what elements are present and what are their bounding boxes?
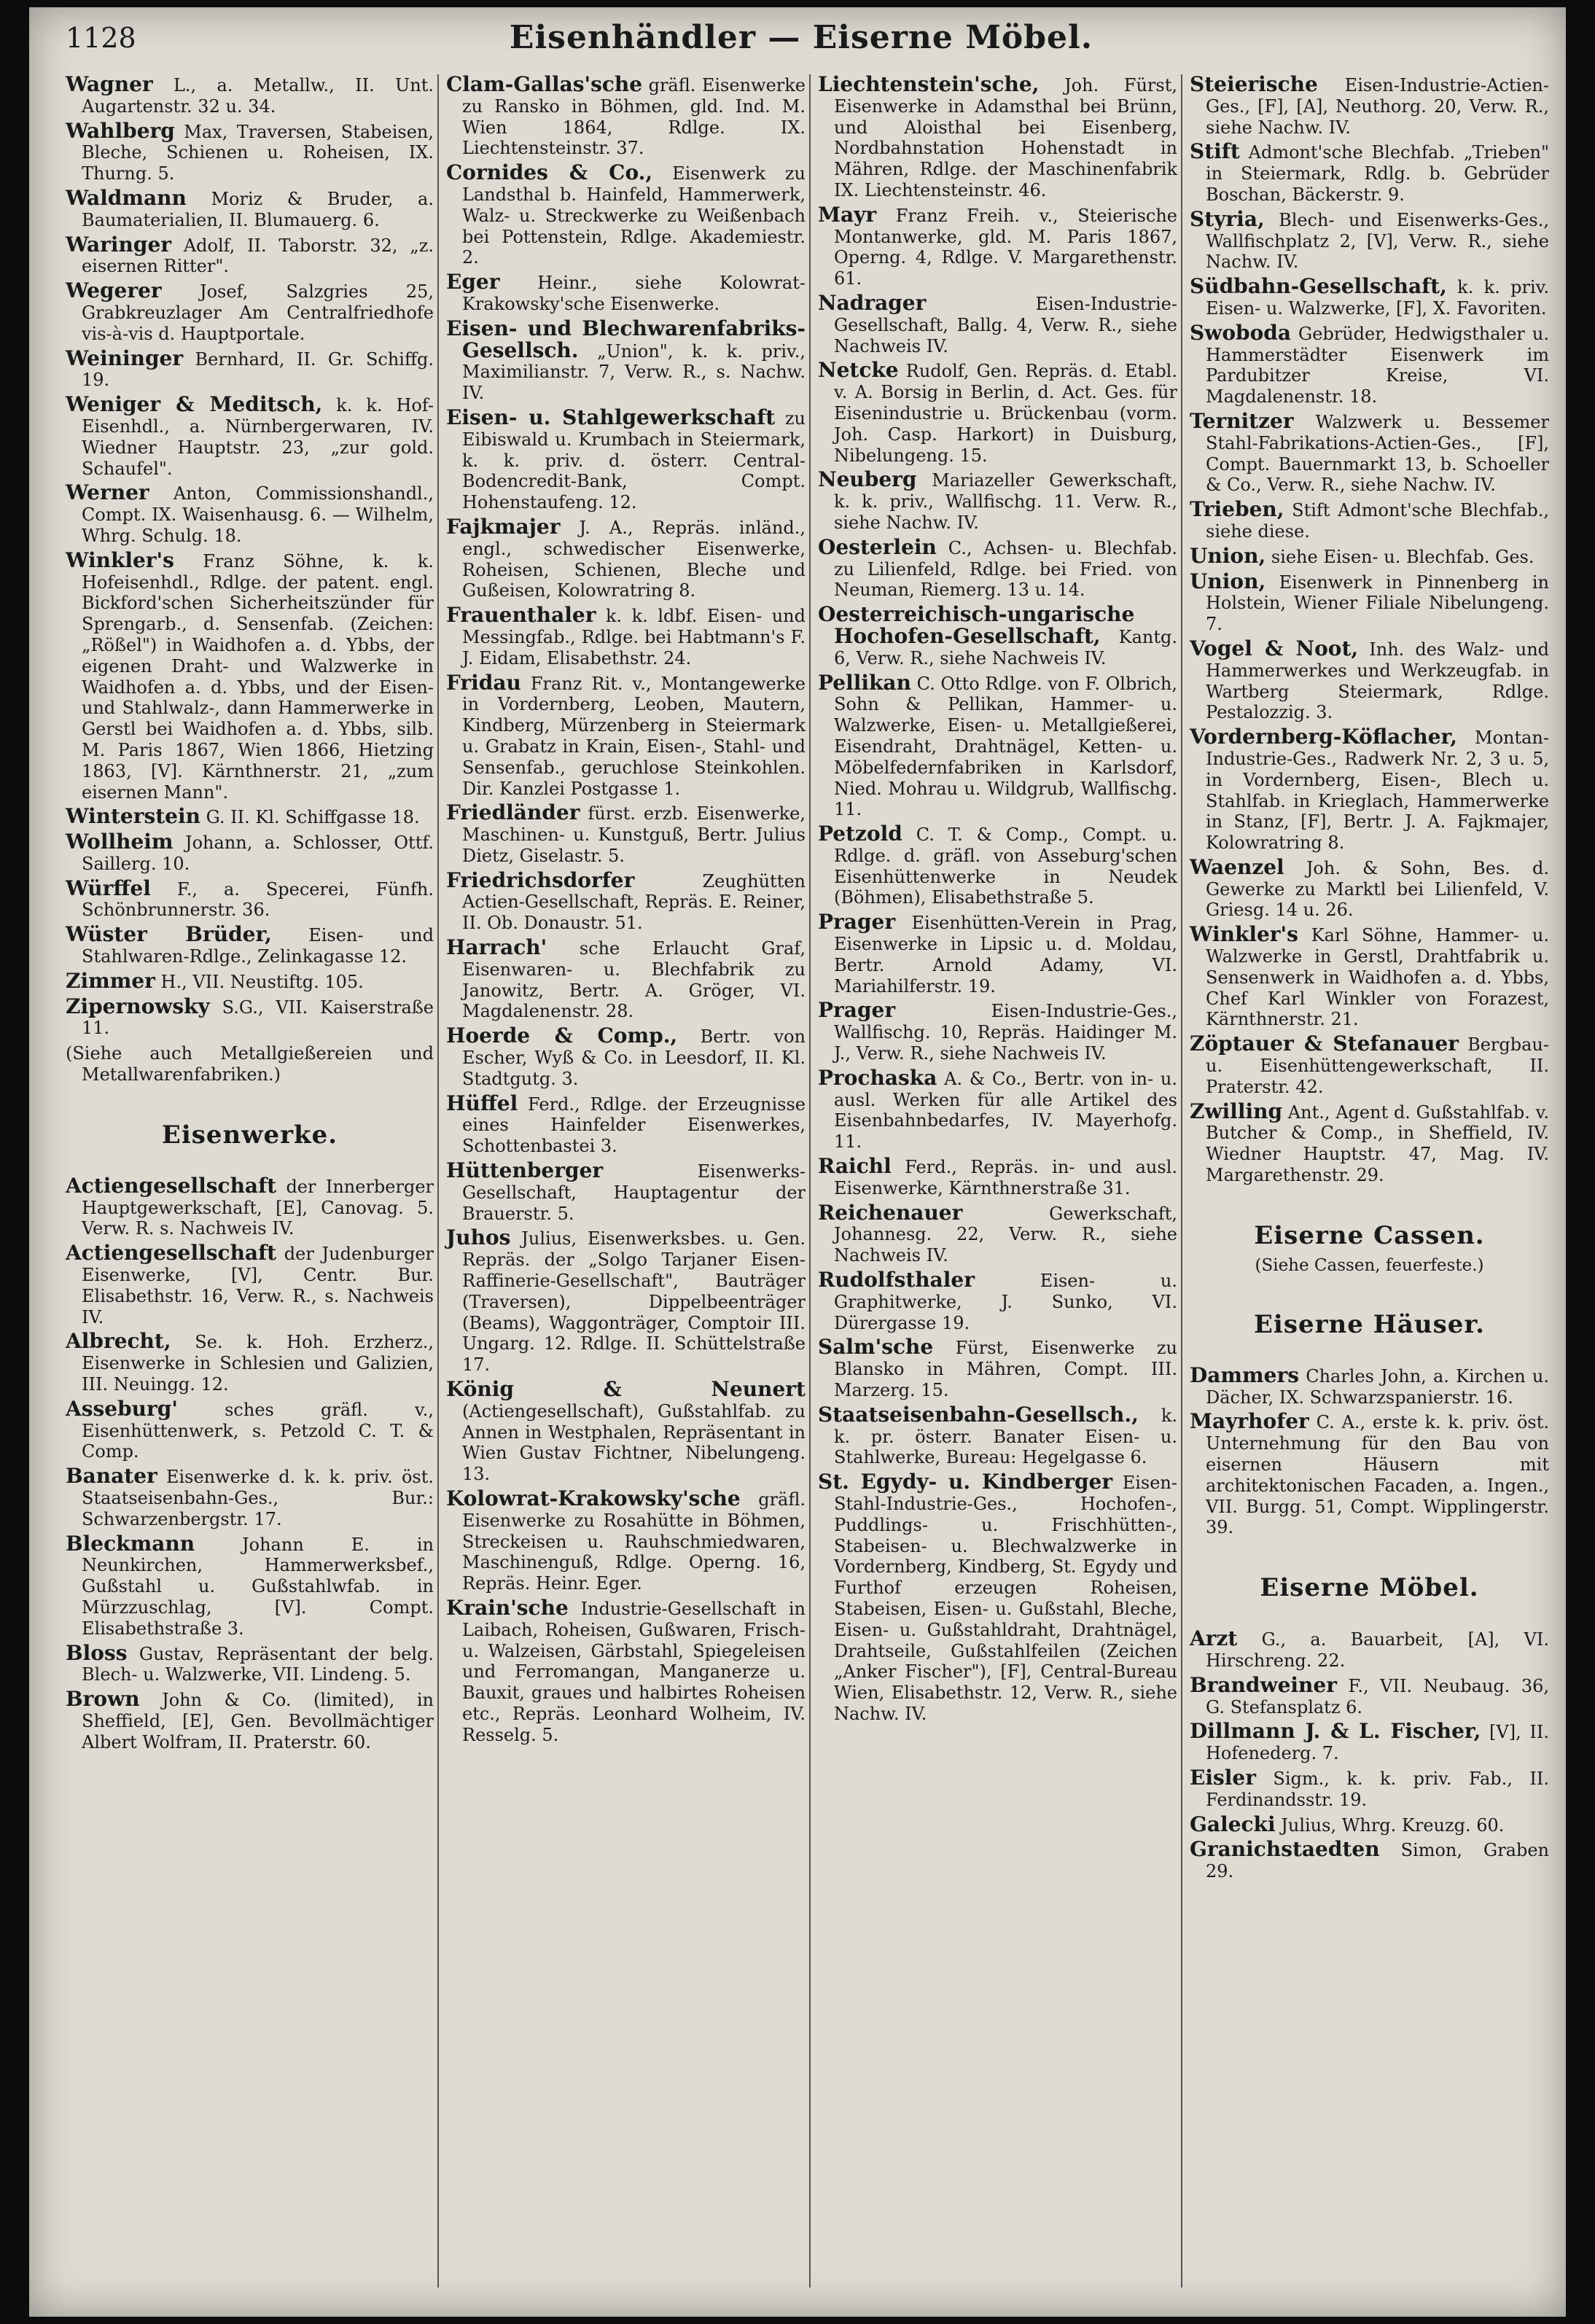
entry-name: Rudolfsthaler bbox=[818, 1268, 975, 1292]
directory-entry bbox=[446, 1595, 806, 1746]
entry-name: Waenzel bbox=[1190, 854, 1284, 879]
entry-name: Asseburg' bbox=[66, 1396, 178, 1421]
entry-name: König & Neunert bbox=[446, 1377, 806, 1402]
entry-text: Adolf, II. Taborstr. 32, „z. eisernen Ritter". bbox=[82, 235, 434, 277]
entry-name: Raichl bbox=[818, 1154, 892, 1179]
entry-text: Fürst, Eisenwerke zu Blansko in Mähren, Compt. III. Marzerg. 15. bbox=[834, 1338, 1177, 1401]
entry-text: Inh. des Walz- und Hammerwerkes und Werkzeugfab. in Wartberg Steiermark, Rdlge. Pestalozzig. 3. bbox=[1206, 639, 1550, 723]
directory-entry bbox=[818, 1402, 1177, 1468]
directory-entry bbox=[66, 1331, 434, 1395]
entry-text: Blech- und Eisenwerks-Ges., Wallfischplatz 2, [V], Verw. R., siehe Nachw. IV. bbox=[1206, 209, 1549, 273]
entry-name: Weniger & Meditsch, bbox=[66, 392, 323, 417]
entry-text: Franz Rit. v., Montangewerke in Vordernberg, Leoben, Mautern, Kindberg, Mürzenberg in Steiermark u. Grabatz in Krain, Eisen-, Stahl- und Sensenfab., geruchlose Steinkohlen. Dir. Kanzlei Postgasse 1. bbox=[462, 673, 806, 799]
directory-entry bbox=[446, 74, 806, 159]
entry-name: Oesterlein bbox=[818, 534, 937, 559]
directory-entry bbox=[446, 1023, 806, 1089]
entry-name: Albrecht, bbox=[66, 1329, 171, 1354]
running-head: Eisenhändler — Eiserne Möbel. bbox=[509, 19, 1093, 56]
entry-text: k. k. priv. Eisen- u. Walzwerke, [F], X. Favoriten. bbox=[1206, 277, 1549, 319]
directory-entry bbox=[1190, 1362, 1549, 1408]
entry-name: Galecki bbox=[1190, 1812, 1276, 1836]
directory-entry bbox=[818, 912, 1177, 997]
directory-entry bbox=[818, 670, 1177, 821]
entry-text: C., Achsen- u. Blechfab. zu Lilienfeld, Rdlge. bei Fried. von Neuman, Riemerg. 13 u. 14. bbox=[834, 537, 1177, 601]
directory-entry bbox=[818, 202, 1177, 289]
entry-text: C. A., erste k. k. priv. öst. Unternehmung für den Bau von eisernen Häusern mit architektonischen Facaden, a. Ingen., VII. Burgg. 51, Compt. Wipplingerstr. 39. bbox=[1206, 1412, 1549, 1538]
directory-entry bbox=[66, 480, 434, 546]
page-header bbox=[66, 16, 1537, 60]
directory-entry bbox=[1190, 74, 1549, 138]
entry-text: Kantg. 6, Verw. R., siehe Nachweis IV. bbox=[834, 626, 1177, 668]
entry-text: siehe Eisen- u. Blechfab. Ges. bbox=[1271, 546, 1534, 567]
entry-name: Steierische bbox=[1190, 72, 1318, 96]
entry-name: Dillmann J. & L. Fischer, bbox=[1190, 1719, 1481, 1744]
directory-entry bbox=[66, 924, 434, 967]
directory-entry bbox=[1190, 854, 1549, 921]
entry-text: Josef, Salzgries 25, Grabkreuzlager Am Centralfriedhofe vis-à-vis d. Hauptportale. bbox=[82, 281, 434, 344]
entry-text: Joh. Fürst, Eisenwerke in Adamsthal bei Brünn, und Aloisthal bei Eisenberg, Nordbahnstation Hohenstadt in Mähren, Rdlge. der Maschinenfabrik IX. Liechtensteinstr. 46. bbox=[834, 75, 1177, 200]
entry-name: Brandweiner bbox=[1190, 1672, 1337, 1697]
directory-entry bbox=[446, 605, 806, 668]
entry-text: Rudolf, Gen. Repräs. d. Etabl. v. A. Borsig in Berlin, d. Act. Ges. für Eisenindustrie u. Brückenbau (vorm. Joh. Casp. Harkort) in Duisburg, Nibelungeng. 15. bbox=[834, 361, 1177, 466]
directory-entry bbox=[446, 405, 806, 513]
entry-name: Actiengesellschaft bbox=[66, 1173, 277, 1198]
entry-text: Walzwerk u. Bessemer Stahl-Fabrikations-Actien-Ges., [F], Compt. Bauernmarkt 13, b. Schoeller & Co., Verw. R., siehe Nachw. IV. bbox=[1206, 411, 1549, 496]
entry-text: Stift Admont'sche Blechfab., siehe diese. bbox=[1206, 500, 1549, 542]
directory-entry bbox=[818, 360, 1177, 466]
entry-text: A. & Co., Bertr. von in- u. ausl. Werken für alle Artikel des Eisenbahnbedarfes, IV. Mayerhofg. 11. bbox=[834, 1068, 1177, 1153]
directory-entry bbox=[818, 824, 1177, 908]
entry-name: Neuberg bbox=[818, 467, 917, 492]
directory-entry bbox=[1190, 499, 1549, 542]
entry-text: k. k. pr. österr. Banater Eisen- u. Stahlwerke, Bureau: Hegelgasse 6. bbox=[834, 1405, 1177, 1468]
entry-name: Arzt bbox=[1190, 1626, 1238, 1651]
directory-entry bbox=[818, 1000, 1177, 1064]
directory-entry bbox=[1190, 727, 1549, 854]
entry-text: k. k. Hof-Eisenhdl., a. Nürnbergerwaren, IV. Wiedner Hauptstr. 23, „zur gold. Schaufel". bbox=[82, 395, 434, 479]
entry-text: John & Co. (limited), in Sheffield, [E], Gen. Bevollmächtiger Albert Wolfram, II. Praterstr. 60. bbox=[82, 1690, 434, 1752]
entry-text: Joh. & Sohn, Bes. d. Gewerke zu Marktl bei Lilienfeld, V. Griesg. 14 u. 26. bbox=[1206, 857, 1549, 921]
entry-text: Franz Freih. v., Steierische Montanwerke, gld. M. Paris 1867, Operng. 4, Rdlge. V. Margarethenstr. 61. bbox=[834, 205, 1177, 289]
column-4 bbox=[1181, 74, 1549, 2288]
entry-name: Wegerer bbox=[66, 278, 162, 303]
directory-entry bbox=[818, 1200, 1177, 1266]
entry-name: Liechtenstein'sche, bbox=[818, 72, 1040, 96]
entry-text: „Union", k. k. priv., Maximilianstr. 7, Verw. R., s. Nachw. IV. bbox=[462, 340, 806, 404]
entry-name: Styria, bbox=[1190, 206, 1265, 231]
directory-entry bbox=[1190, 1839, 1549, 1882]
entry-name: St. Egydy- u. Kindberger bbox=[818, 1470, 1113, 1494]
entry-text: der Innerberger Hauptgewerkschaft, [E], Canovag. 5. Verw. R. s. Nachweis IV. bbox=[82, 1176, 434, 1239]
entry-name: Prager bbox=[818, 910, 896, 935]
entry-name: Brown bbox=[66, 1687, 140, 1712]
entry-text: C. T. & Comp., Compt. u. Rdlge. d. gräfl. von Asseburg'schen Eisenhüttenwerke in Neudek (Böhmen), Elisabethstraße 5. bbox=[834, 824, 1177, 908]
entry-name: Harrach' bbox=[446, 935, 547, 960]
entry-text: Moriz & Bruder, a. Baumaterialien, II. Blumauerg. 6. bbox=[82, 188, 434, 230]
directory-entry bbox=[818, 534, 1177, 601]
directory-entry bbox=[1190, 1411, 1549, 1538]
entry-text: Johann E. in Neunkirchen, Hammerwerksbef., Gußstahl u. Gußstahlwfab. in Mürzzuschlag, [V]. Compt. Elisabethstraße 3. bbox=[82, 1534, 434, 1639]
entry-text: Eisen-Industrie-Gesellschaft, Ballg. 4, Verw. R., siehe Nachweis IV. bbox=[834, 293, 1177, 356]
entry-text: Heinr., siehe Kolowrat-Krakowsky'sche Eisenwerke. bbox=[462, 273, 806, 314]
entry-text: Eisen-Industrie-Actien-Ges., [F], [A], Neuthorg. 20, Verw. R., siehe Nachw. IV. bbox=[1206, 75, 1549, 138]
entry-name: Bleckmann bbox=[66, 1531, 195, 1556]
entry-name: Eger bbox=[446, 270, 500, 295]
directory-entry bbox=[66, 118, 434, 184]
directory-entry bbox=[818, 74, 1177, 201]
directory-entry bbox=[66, 185, 434, 231]
directory-entry bbox=[446, 1486, 806, 1594]
entry-text: Anton, Commissionshandl., Compt. IX. Waisenhausg. 6. — Wilhelm, Whrg. Schulg. 18. bbox=[82, 483, 434, 546]
entry-name: Hüttenberger bbox=[446, 1158, 604, 1183]
entry-name: Netcke bbox=[818, 358, 899, 383]
section-heading: Eiserne Häuser. bbox=[1254, 1309, 1485, 1339]
directory-entry bbox=[66, 1396, 434, 1462]
directory-entry bbox=[1190, 1721, 1549, 1764]
entry-name: Cornides & Co., bbox=[446, 160, 653, 185]
entry-name: Südbahn-Gesellschaft, bbox=[1190, 274, 1447, 299]
entry-name: Wahlberg bbox=[66, 118, 175, 143]
entry-text: Franz Söhne, k. k. Hofeisenhdl., Rdlge. der patent. engl. Bickford'schen Sicherheitszünder für Sprengarb., d. Sensenfab. (Zeichen: „Rößel") in Waidhofen a. d. Ybbs, der eigenen Draht- und Walzwerke in Waidhofen a. d. Ybbs, und der Eisen- und Stahlwalz-, dann Hammerwerke in Gerstl bei Waidhofen a. d. Ybbs, silb. M. Paris 1867, Wien 1866, Hietzing 1863, [V]. Kärnthnerstr. 21, „zum eisernen Mann". bbox=[82, 550, 434, 803]
entry-text: Montan-Industrie-Ges., Radwerk Nr. 2, 3 u. 5, in Vordernberg, Eisen-, Blech u. Stahlfab. in Krieglach, Hammerwerke in Stanz, [F], Bertr. J. A. Fajkmajer, Kolowratring 8. bbox=[1206, 728, 1549, 854]
directory-entry bbox=[66, 74, 434, 117]
directory-entry bbox=[446, 514, 806, 601]
entry-name: Eisen- und Blechwarenfabriks-Gesellsch. bbox=[446, 316, 806, 362]
directory-entry bbox=[66, 394, 434, 479]
entry-text: Zeughütten Actien-Gesellschaft, Repräs. E. Reiner, II. Ob. Donaustr. 51. bbox=[462, 870, 806, 934]
entry-text: gräfl. Eisenwerke zu Ransko in Böhmen, gld. Ind. M. Wien 1864, Rdlge. IX. Liechtensteinstr. 37. bbox=[462, 75, 806, 159]
entry-name: Waringer bbox=[66, 232, 172, 257]
directory-entry bbox=[66, 1640, 434, 1686]
section-note: (Siehe Cassen, feuerfeste.) bbox=[1255, 1255, 1484, 1275]
directory-page bbox=[29, 7, 1566, 2317]
entry-name: Pellikan bbox=[818, 670, 911, 695]
entry-text: Karl Söhne, Hammer- u. Walzwerke in Gerstl, Drahtfabrik u. Sensenwerk in Waidhofen a. d. Ybbs, Chef Karl Winkler von Forazest, Kärnthnerstr. 21. bbox=[1206, 925, 1549, 1030]
entry-text: Eisenwerke d. k. k. priv. öst. Staatseisenbahn-Ges., Bur.: Schwarzenbergstr. 17. bbox=[82, 1467, 434, 1529]
column-1 bbox=[66, 74, 434, 2288]
entry-text: Eisenwerks-Gesellschaft, Hauptagentur der Brauerstr. 5. bbox=[462, 1161, 806, 1224]
entry-text: Julius, Eisenwerksbes. u. Gen. Repräs. der „Solgo Tarjaner Eisen-Raffinerie-Gesellschaft", Bauträger (Traversen), Dippelbeenträger (Beams), Waggonträger, Comptoir III. Ungarg. 12. Rdlge. II. Schüttelstraße 17. bbox=[462, 1228, 806, 1376]
entry-text: [V], II. Hofenederg. 7. bbox=[1206, 1722, 1549, 1764]
entry-name: Eisler bbox=[1190, 1766, 1256, 1790]
entry-name: Reichenauer bbox=[818, 1200, 963, 1225]
entry-name: Juhos bbox=[446, 1225, 511, 1250]
entry-name: Prochaska bbox=[818, 1065, 937, 1090]
entry-text: Ferd., Repräs. in- und ausl. Eisenwerke, Kärnthnerstraße 31. bbox=[834, 1157, 1178, 1198]
directory-entry bbox=[818, 1472, 1177, 1725]
entry-name: Actiengesellschaft bbox=[66, 1241, 277, 1266]
entry-text: Eisen- und Stahlwaren-Rdlge., Zelinkagasse 12. bbox=[82, 925, 434, 967]
directory-entry bbox=[1190, 543, 1549, 568]
directory-entry bbox=[446, 1093, 806, 1157]
directory-entry bbox=[1190, 276, 1549, 319]
entry-text: Admont'sche Blechfab. „Trieben" in Steiermark, Rdlg. b. Gebrüder Boschan, Bäckerstr. 9. bbox=[1206, 142, 1549, 205]
entry-text: Bernhard, II. Gr. Schiffg. 19. bbox=[82, 348, 434, 391]
directory-entry bbox=[1190, 636, 1550, 723]
directory-entry bbox=[66, 1531, 434, 1639]
entry-name: Mayrhofer bbox=[1190, 1409, 1309, 1434]
directory-entry bbox=[1190, 1034, 1549, 1097]
section-heading: Eiserne Möbel. bbox=[1260, 1573, 1479, 1603]
entry-text: Gebrüder, Hedwigsthaler u. Hammerstädter Eisenwerk im Pardubitzer Kreise, VI. Magdalenenstr. 18. bbox=[1206, 323, 1549, 408]
entry-name: Prager bbox=[818, 998, 896, 1023]
entry-name: Ternitzer bbox=[1190, 408, 1294, 433]
entry-name: Oesterreichisch-ungarische Hochofen-Gesellschaft, bbox=[818, 602, 1135, 648]
entry-name: Wollheim bbox=[66, 830, 173, 854]
directory-entry bbox=[446, 800, 806, 866]
entry-text: Industrie-Gesellschaft in Laibach, Roheisen, Gußwaren, Frisch- u. Walzeisen, Gärbstahl, Spiegeleisen und Ferromangan, Manganerze u. Bauxit, graues und halbirtes Roheisen etc., Repräs. Leonhard Wolheim, IV. Resselg. 5. bbox=[462, 1598, 806, 1745]
entry-name: Wagner bbox=[66, 72, 153, 96]
entry-text: Johann, a. Schlosser, Ottf. Saillerg. 10. bbox=[82, 832, 434, 874]
entry-name: Fridau bbox=[446, 670, 521, 695]
directory-entry bbox=[446, 1225, 806, 1376]
directory-entry bbox=[446, 1158, 806, 1224]
entry-text: Mariazeller Gewerkschaft, k. k. priv., Wallfischg. 11. Verw. R., siehe Nachw. IV. bbox=[834, 470, 1177, 533]
directory-entry bbox=[446, 1379, 806, 1485]
entry-name: Staatseisenbahn-Gesellsch., bbox=[818, 1402, 1139, 1427]
entry-name: Zöptauer & Stefanauer bbox=[1190, 1032, 1459, 1056]
directory-entry bbox=[66, 832, 434, 875]
directory-entry bbox=[66, 806, 434, 828]
entry-text: F., a. Specerei, Fünfh. Schönbrunnerstr. 36. bbox=[82, 878, 434, 921]
entry-text: (Siehe auch Metallgießereien und Metallwarenfabriken.) bbox=[66, 1043, 434, 1085]
entry-name: Vogel & Noot, bbox=[1190, 636, 1359, 660]
directory-entry bbox=[66, 994, 434, 1040]
entry-text: Eisen-Stahl-Industrie-Ges., Hochofen-, Puddlings- u. Frischhütten-, Stabeisen- u. Blechwalzwerke in Vordernberg, Kindberg, St. Egydy und Furthof erzeugen Roheisen, Stabeisen, Eisen- u. Gußstahl, Bleche, Eisen- u. Gußstahldraht, Drahtnägel, Drahtseile, Gußstahlfeilen (Zeichen „Anker Fischer"), [F], Central-Bureau Wien, Elisabethstr. 12, Verw. R., siehe Nachw. IV. bbox=[834, 1473, 1177, 1724]
directory-entry bbox=[66, 1173, 434, 1239]
entry-name: Union, bbox=[1190, 543, 1266, 568]
directory-entry bbox=[1190, 1101, 1549, 1186]
entry-name: Friedländer bbox=[446, 800, 580, 825]
entry-text: Gewerkschaft, Johannesg. 22, Verw. R., siehe Nachweis IV. bbox=[834, 1203, 1177, 1266]
directory-entry bbox=[446, 272, 806, 315]
page-number: 1128 bbox=[66, 22, 136, 54]
directory-entry bbox=[1190, 1672, 1549, 1718]
directory-entry bbox=[1190, 320, 1549, 408]
entry-name: Hoerde & Comp., bbox=[446, 1023, 678, 1048]
entry-text: Bertr. von Escher, Wyß & Co. in Leesdorf, II. Kl. Stadtgutg. 3. bbox=[462, 1026, 806, 1089]
directory-entry bbox=[66, 547, 434, 803]
entry-name: Zimmer bbox=[66, 968, 155, 993]
entry-name: Frauenthaler bbox=[446, 603, 596, 628]
entry-name: Kolowrat-Krakowsky'sche bbox=[446, 1486, 741, 1510]
directory-entry bbox=[446, 867, 806, 934]
entry-name: Weininger bbox=[66, 346, 184, 370]
directory-entry bbox=[818, 1270, 1177, 1333]
entry-text: Eisen- u. Graphitwerke, J. Sunko, VI. Dürergasse 19. bbox=[834, 1271, 1177, 1333]
entry-text: Eisenwerk in Pinnenberg in Holstein, Wiener Filiale Nibelungeng. 7. bbox=[1206, 572, 1549, 635]
directory-entry bbox=[1190, 1626, 1549, 1672]
directory-entry bbox=[818, 290, 1177, 356]
entry-text: S.G., VII. Kaiserstraße 11. bbox=[82, 997, 434, 1039]
entry-name: Petzold bbox=[818, 822, 902, 846]
entry-text: Gustav, Repräsentant der belg. Blech- u. Walzwerke, VII. Lindeng. 5. bbox=[82, 1643, 434, 1685]
entry-text: fürst. erzb. Eisenwerke, Maschinen- u. Kunstguß, Bertr. Julius Dietz, Giselastr. 5. bbox=[462, 803, 806, 866]
entry-text: sche Erlaucht Graf, Eisenwaren- u. Blechfabrik zu Janowitz, Bertr. A. Gröger, VI. Magdalenenstr. 28. bbox=[462, 938, 806, 1022]
entry-name: Krain'sche bbox=[446, 1595, 569, 1620]
entry-text: sches gräfl. v., Eisenhüttenwerk, s. Petzold C. T. & Comp. bbox=[82, 1399, 434, 1462]
entry-text: Sigm., k. k. priv. Fab., II. Ferdinandsstr. 19. bbox=[1206, 1769, 1549, 1810]
directory-entry bbox=[66, 1243, 434, 1327]
directory-entry bbox=[66, 278, 434, 344]
entry-text: Simon, Graben 29. bbox=[1206, 1840, 1549, 1882]
entry-name: Vordernberg-Köflacher, bbox=[1190, 725, 1458, 749]
directory-entry bbox=[66, 1466, 434, 1529]
directory-entry bbox=[66, 1689, 434, 1752]
directory-entry bbox=[1190, 141, 1549, 205]
entry-name: Banater bbox=[66, 1464, 157, 1489]
entry-text: gräfl. Eisenwerke zu Rosahütte in Böhmen, Streckeisen u. Rauhschmiedwaren, Maschinenguß, Rdlge. Operng. 16, Repräs. Heinr. Eger. bbox=[462, 1489, 806, 1594]
directory-entry bbox=[1190, 1814, 1549, 1836]
directory-entry bbox=[446, 316, 806, 404]
section-heading: Eisenwerke. bbox=[161, 1120, 338, 1150]
directory-entry bbox=[66, 968, 434, 993]
entry-name: Würffel bbox=[66, 876, 151, 900]
entry-name: Stift bbox=[1190, 139, 1240, 164]
entry-name: Wüster Brüder, bbox=[66, 922, 272, 947]
entry-name: Friedrichsdorfer bbox=[446, 867, 635, 892]
entry-name: Trieben, bbox=[1190, 497, 1284, 522]
entry-name: Zipernowsky bbox=[66, 994, 210, 1018]
entry-text: Max, Traversen, Stabeisen, Bleche, Schienen u. Roheisen, IX. Thurng. 5. bbox=[82, 121, 434, 184]
entry-name: Waldmann bbox=[66, 185, 187, 210]
directory-entry bbox=[818, 1156, 1177, 1199]
entry-text: Julius, Whrg. Kreuzg. 60. bbox=[1281, 1814, 1505, 1836]
entry-name: Clam-Gallas'sche bbox=[446, 72, 643, 96]
entry-name: Nadrager bbox=[818, 290, 927, 315]
entry-name: Winterstein bbox=[66, 804, 200, 829]
directory-entry bbox=[818, 1337, 1177, 1400]
directory-entry bbox=[1190, 569, 1549, 635]
directory-entry bbox=[66, 348, 434, 391]
directory-entry bbox=[446, 670, 806, 800]
entry-name: Mayr bbox=[818, 202, 877, 227]
directory-entry bbox=[446, 160, 806, 268]
entry-text: H., VII. Neustiftg. 105. bbox=[160, 971, 364, 992]
entry-text: zu Eibiswald u. Krumbach in Steiermark, k. k. priv. d. österr. Central-Bodencredit-Bank, Compt. Hohenstaufeng. 12. bbox=[462, 408, 806, 513]
entry-text: F., VII. Neubaug. 36, G. Stefansplatz 6. bbox=[1206, 1675, 1549, 1717]
column-3 bbox=[809, 74, 1177, 2288]
directory-entry bbox=[818, 604, 1177, 668]
entry-text: L., a. Metallw., II. Unt. Augartenstr. 32 u. 34. bbox=[82, 75, 434, 117]
entry-text: der Judenburger Eisenwerke, [V], Centr. Bur. Elisabethstr. 16, Verw. R., s. Nachweis IV. bbox=[82, 1244, 434, 1327]
directory-entry bbox=[818, 1065, 1177, 1153]
entry-text: Eisenhütten-Verein in Prag, Eisenwerke in Lipsic u. d. Moldau, Bertr. Arnold Adamy, VI. Mariahilferstr. 19. bbox=[834, 913, 1177, 997]
section-heading: Eiserne Cassen. bbox=[1254, 1220, 1485, 1250]
entry-text: k. k. ldbf. Eisen- und Messingfab., Rdlge. bei Habtmann's F. J. Eidam, Elisabethstr. 24. bbox=[462, 606, 806, 668]
directory-entry bbox=[1190, 1768, 1549, 1811]
directory-entry bbox=[1190, 924, 1549, 1030]
entry-text: (Actiengesellschaft), Gußstahlfab. zu Annen in Westphalen, Repräsentant in Wien Gustav Fichtner, Nibelungeng. 13. bbox=[462, 1400, 806, 1485]
entry-name: Werner bbox=[66, 480, 149, 505]
directory-entry bbox=[66, 232, 434, 278]
entry-text: Charles John, a. Kirchen u. Dächer, IX. Schwarzspanierstr. 16. bbox=[1206, 1365, 1549, 1408]
directory-entry bbox=[1190, 408, 1549, 496]
entry-text: J. A., Repräs. inländ., engl., schwedischer Eisenwerke, Roheisen, Schienen, Bleche und Gußeisen, Kolowratring 8. bbox=[462, 517, 806, 601]
column-2 bbox=[437, 74, 806, 2288]
directory-entry bbox=[66, 878, 434, 921]
entry-name: Union, bbox=[1190, 569, 1266, 593]
entry-name: Zwilling bbox=[1190, 1099, 1283, 1123]
entry-text: G. II. Kl. Schiffgasse 18. bbox=[206, 807, 420, 828]
entry-text: Eisen-Industrie-Ges., Wallfischg. 10, Repräs. Haidinger M. J., Verw. R., siehe Nachweis IV. bbox=[834, 1001, 1177, 1064]
directory-entry bbox=[1190, 206, 1549, 273]
entry-name: Winkler's bbox=[66, 547, 174, 572]
entry-text: Ant., Agent d. Gußstahlfab. v. Butcher & Comp., in Sheffield, IV. Wiedner Hauptstr. 47, Mag. IV. Margarethenstr. 29. bbox=[1206, 1101, 1549, 1186]
entry-name: Salm'sche bbox=[818, 1335, 934, 1360]
entry-name: Swoboda bbox=[1190, 320, 1291, 345]
entry-text: C. Otto Rdlge. von F. Olbrich, Sohn & Pellikan, Hammer- u. Walzwerke, Eisen- u. Metallgießerei, Eisendraht, Drahtnägel, Ketten- u. Möbelfedernfabriken in Karlsdorf, Nied. Mohrau u. Wildgrub, Wallfischg. 11. bbox=[834, 673, 1177, 820]
columns bbox=[66, 72, 1550, 2288]
entry-name: Fajkmajer bbox=[446, 514, 561, 539]
entry-name: Eisen- u. Stahlgewerkschaft bbox=[446, 405, 776, 429]
directory-entry bbox=[66, 1042, 434, 1085]
entry-name: Bloss bbox=[66, 1640, 128, 1665]
entry-text: Bergbau- u. Eisenhüttengewerkschaft, II. Praterstr. 42. bbox=[1206, 1034, 1549, 1097]
entry-text: Se. k. Hoh. Erzherz., Eisenwerke in Schlesien und Galizien, III. Neuingg. 12. bbox=[82, 1332, 434, 1395]
entry-text: G., a. Bauarbeit, [A], VI. Hirschreng. 22. bbox=[1206, 1629, 1549, 1672]
directory-entry bbox=[818, 469, 1177, 533]
entry-text: Eisenwerk zu Landsthal b. Hainfeld, Hammerwerk, Walz- u. Streckwerke zu Weißenbach bei Pottenstein, Rdlge. Akademiestr. 2. bbox=[462, 163, 806, 268]
entry-name: Winkler's bbox=[1190, 922, 1298, 947]
directory-entry bbox=[446, 937, 806, 1022]
entry-name: Hüffel bbox=[446, 1091, 518, 1115]
entry-text: Ferd., Rdlge. der Erzeugnisse eines Hainfelder Eisenwerkes, Schottenbastei 3. bbox=[462, 1093, 806, 1157]
entry-name: Granichstaedten bbox=[1190, 1837, 1380, 1862]
entry-name: Dammers bbox=[1190, 1362, 1300, 1387]
